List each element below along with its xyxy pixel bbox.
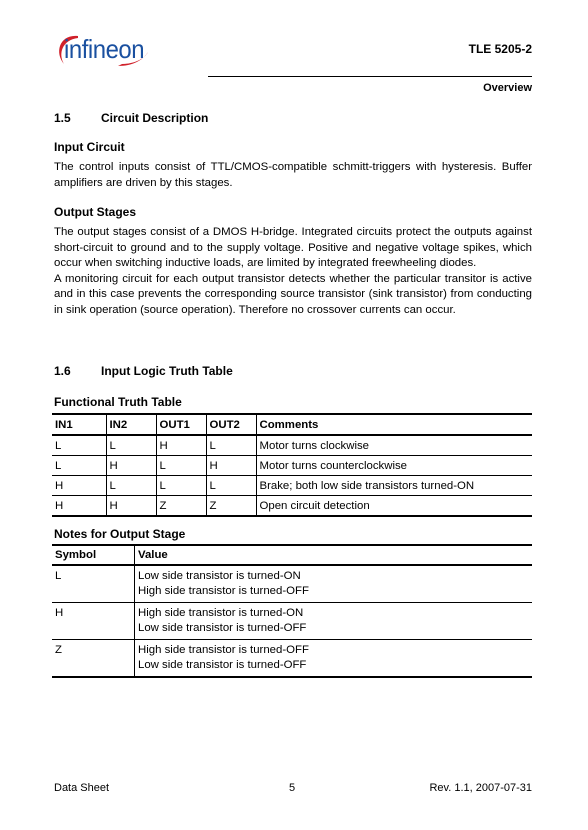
value-line: Low side transistor is turned-OFF [138, 659, 307, 671]
table-cell: Open circuit detection [256, 496, 532, 517]
table-cell: H [156, 435, 206, 456]
truth-table [52, 413, 532, 517]
output-stages-heading: Output Stages [54, 205, 137, 219]
notes-table-caption: Notes for Output Stage [54, 527, 186, 541]
section-number: 1.5 [54, 111, 71, 125]
input-circuit-heading: Input Circuit [54, 140, 125, 154]
table-cell: Z [206, 496, 256, 517]
table-cell: Brake; both low side transistors turned-ON [256, 476, 532, 496]
infineon-logo [52, 30, 152, 70]
table-cell: L [106, 476, 156, 496]
table-row [52, 640, 532, 678]
output-stages-text [54, 225, 532, 318]
table-header-row [52, 414, 532, 435]
footer-revision: Rev. 1.1, 2007-07-31 [429, 782, 532, 794]
section-title: Input Logic Truth Table [101, 364, 233, 378]
section-number: 1.6 [54, 364, 71, 378]
table-row [52, 456, 532, 476]
symbol-cell: Z [52, 640, 135, 678]
table-cell: H [52, 476, 106, 496]
value-line: High side transistor is turned-OFF [138, 644, 309, 656]
table-row [52, 435, 532, 456]
input-circuit-text [54, 160, 532, 191]
column-header: Symbol [52, 545, 135, 565]
section-title: Circuit Description [101, 111, 209, 125]
table-cell: L [52, 435, 106, 456]
column-header: OUT1 [156, 414, 206, 435]
section-1-5-heading [54, 111, 208, 125]
table-row [52, 565, 532, 603]
paragraph: The output stages consist of a DMOS H-bridge. Integrated circuits protect the outputs against short-circuit to ground and to the supply voltage. Positive and negative voltage spikes, which occur when switching inductive loads, are limited by integrated freewheeling diodes. [54, 226, 532, 269]
value-line: High side transistor is turned-OFF [138, 585, 309, 597]
section-header: Overview [483, 82, 532, 94]
table-cell: H [52, 496, 106, 517]
column-header: IN2 [106, 414, 156, 435]
truth-table-caption: Functional Truth Table [54, 395, 182, 409]
table-cell: L [156, 456, 206, 476]
table-row [52, 476, 532, 496]
paragraph: A monitoring circuit for each output transistor detects whether the particular transitor is active and in this case prevents the corresponding source transistor (sink transistor) from conducting in sink operation (source operation). Therefore no crossover currents can occur. [54, 272, 532, 316]
section-1-6-heading [54, 364, 233, 378]
document-title: TLE 5205-2 [468, 42, 532, 56]
footer-page-number: 5 [289, 782, 296, 794]
value-cell [135, 565, 533, 603]
table-cell: L [52, 456, 106, 476]
table-cell: L [106, 435, 156, 456]
table-cell: L [206, 435, 256, 456]
footer-doc-type: Data Sheet [54, 782, 110, 794]
column-header: IN1 [52, 414, 106, 435]
value-line: Low side transistor is turned-OFF [138, 622, 307, 634]
logo-wordmark: infineon [64, 34, 145, 64]
table-header-row [52, 545, 532, 565]
table-cell: H [206, 456, 256, 476]
notes-table [52, 544, 532, 678]
table-cell: L [206, 476, 256, 496]
column-header: Comments [256, 414, 532, 435]
table-cell: H [106, 496, 156, 517]
table-cell: Z [156, 496, 206, 517]
value-line: High side transistor is turned-ON [138, 607, 304, 619]
table-row [52, 496, 532, 517]
value-line: Low side transistor is turned-ON [138, 570, 301, 582]
value-cell [135, 640, 533, 678]
table-row [52, 603, 532, 640]
header-divider [208, 76, 532, 77]
table-cell: L [156, 476, 206, 496]
column-header: OUT2 [206, 414, 256, 435]
value-cell [135, 603, 533, 640]
symbol-cell: L [52, 565, 135, 603]
paragraph: The control inputs consist of TTL/CMOS-compatible schmitt-triggers with hysteresis. Buffer amplifiers are driven by this stages. [54, 161, 532, 189]
table-cell: Motor turns counterclockwise [256, 456, 532, 476]
table-cell: Motor turns clockwise [256, 435, 532, 456]
column-header: Value [135, 545, 533, 565]
table-cell: H [106, 456, 156, 476]
symbol-cell: H [52, 603, 135, 640]
